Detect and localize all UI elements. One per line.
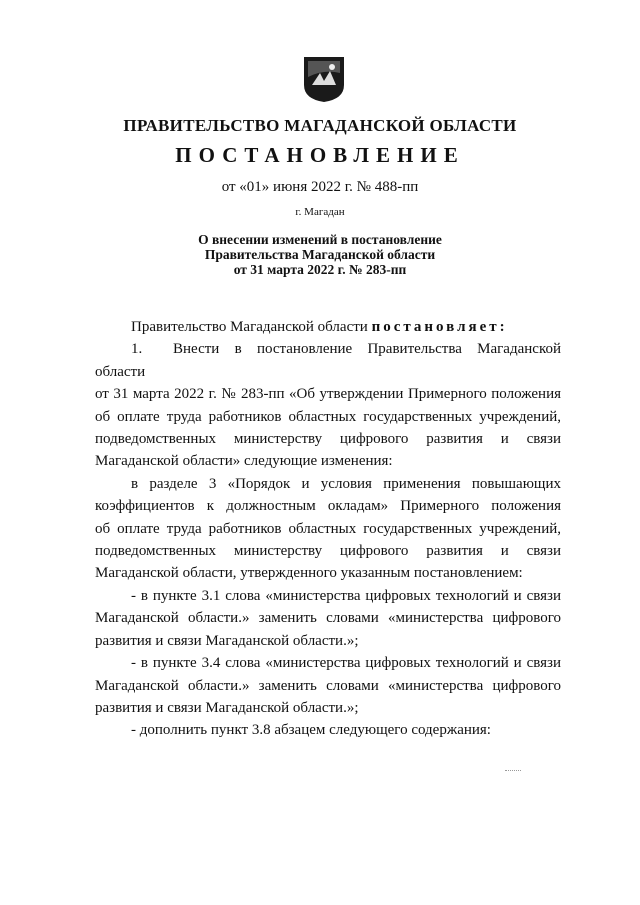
government-name: ПРАВИТЕЛЬСТВО МАГАДАНСКОЙ ОБЛАСТИ — [123, 116, 517, 135]
text-line: Магаданской области.» заменить словами «министерства цифрового — [95, 610, 561, 627]
scan-mark — [505, 770, 521, 772]
intro-prefix: Правительство Магаданской области — [131, 319, 368, 335]
document-body — [95, 316, 561, 742]
subject-line: Правительства Магаданской области — [204, 247, 436, 262]
text-line: об оплате труда работников областных государственных учреждений, — [95, 520, 561, 537]
text-line: Магаданской области.» заменить словами «министерства цифрового — [95, 677, 561, 694]
intro-paragraph — [95, 316, 561, 338]
intro-verb: постановляет: — [371, 319, 508, 335]
text-line: - в пункте 3.1 слова «министерства цифровых технологий и связи — [131, 587, 561, 604]
text-line: - в пункте 3.4 слова «министерства цифровых технологий и связи — [131, 655, 561, 672]
text-line: развития и связи Магаданской области.»; — [95, 699, 359, 716]
text-line: коэффициентов к должностным окладам» Примерного положения — [95, 498, 561, 515]
document-date-number: от «01» июня 2022 г. № 488-пп — [221, 179, 419, 195]
subject-line: от 31 марта 2022 г. № 283-пп — [233, 262, 407, 277]
document-subject — [0, 232, 640, 277]
text-line: в разделе 3 «Порядок и условия применения повышающих — [131, 475, 561, 492]
text-line: подведомственных министерству цифрового развития и связи — [95, 431, 561, 448]
text-line: Внести в постановление Правительства Магаданской области — [95, 341, 561, 380]
text-line: Магаданской области, утвержденного указанным постановлением: — [95, 565, 523, 582]
text-line: от 31 марта 2022 г. № 283-пп «Об утверждении Примерного положения — [95, 386, 561, 403]
text-line: подведомственных министерству цифрового развития и связи — [95, 543, 561, 560]
bullet-3-1 — [95, 585, 561, 652]
section-paragraph — [95, 473, 561, 585]
text-line: развития и связи Магаданской области.»; — [95, 632, 359, 649]
document-type: ПОСТАНОВЛЕНИЕ — [175, 143, 465, 167]
text-line: - дополнить пункт 3.8 абзацем следующего содержания: — [131, 722, 491, 739]
bullet-3-4 — [95, 652, 561, 719]
document-city: г. Магадан — [295, 206, 345, 218]
item-number: 1. — [131, 341, 143, 358]
text-line: Магаданской области» следующие изменения: — [95, 453, 393, 470]
text-line: об оплате труда работников областных государственных учреждений, — [95, 408, 561, 425]
bullet-3-8 — [95, 719, 561, 741]
magadan-coat-of-arms-icon — [302, 55, 346, 103]
subject-line: О внесении изменений в постановление — [198, 232, 442, 247]
item-1-paragraph — [95, 338, 561, 472]
